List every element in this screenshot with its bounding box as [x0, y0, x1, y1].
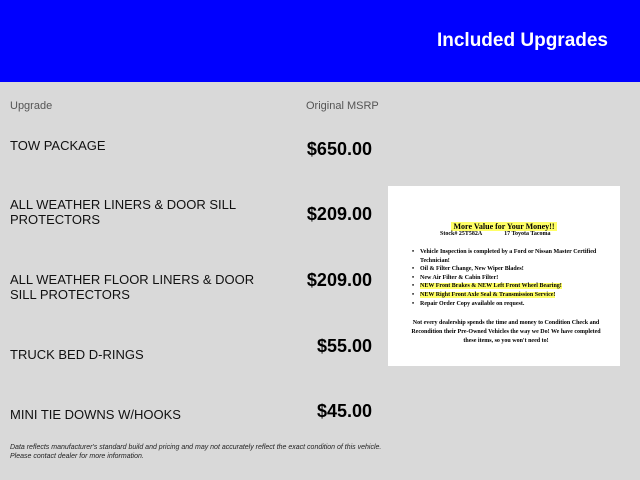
upgrade-price: $45.00 [316, 401, 372, 421]
flyer-list-item-highlighted: • NEW Front Brakes & NEW Left Front Wheel Bearing! [412, 282, 612, 291]
column-header-upgrade: Upgrade [10, 100, 53, 112]
flyer-stock-line [440, 231, 551, 237]
page-title: Included Upgrades [436, 30, 608, 51]
column-header-msrp: Original MSRP [306, 100, 379, 112]
flyer-list-item: • Vehicle Inspection is completed by a Ford or Nissan Master Certified Technician! [412, 248, 612, 265]
flyer-list-item: • New Air Filter & Cabin Filter! [412, 274, 612, 283]
flyer-list [412, 248, 612, 308]
flyer-model: 17 Toyota Tacoma [504, 231, 551, 237]
upgrade-name: TOW PACKAGE [10, 138, 106, 153]
upgrade-name: ALL WEATHER FLOOR LINERS & DOOR SILL PROTECTORS [10, 272, 255, 302]
flyer-list-item: • Oil & Filter Change, New Wiper Blades! [412, 265, 612, 274]
upgrade-name: TRUCK BED D-RINGS [10, 347, 144, 362]
upgrade-price: $650.00 [306, 139, 372, 159]
flyer-footer-text: Not every dealership spends the time and money to Condition Check and Recondition their Pre-Owned Vehicles the way we Do! We have completed these items, so you won't need to! [411, 320, 601, 344]
header-bar [0, 0, 640, 82]
upgrade-price: $209.00 [306, 270, 372, 290]
value-flyer-image [388, 186, 620, 366]
upgrade-name: MINI TIE DOWNS W/HOOKS [10, 407, 181, 422]
flyer-heading-text: More Value for Your Money!! [453, 222, 555, 231]
flyer-list-item: • Repair Order Copy available on request. [412, 300, 612, 309]
upgrade-name: ALL WEATHER LINERS & DOOR SILL PROTECTORS [10, 197, 236, 227]
upgrade-price: $55.00 [316, 336, 372, 356]
disclaimer-text: Data reflects manufacturer's standard build and pricing and may not accurately reflect the exact condition of this vehicle. Please contact dealer for more information. [10, 444, 382, 460]
flyer-list-item-highlighted: • NEW Right Front Axle Seal & Transmission Service! [412, 291, 612, 300]
upgrade-price: $209.00 [306, 204, 372, 224]
flyer-stock: Stock# 25T582A [440, 231, 483, 237]
